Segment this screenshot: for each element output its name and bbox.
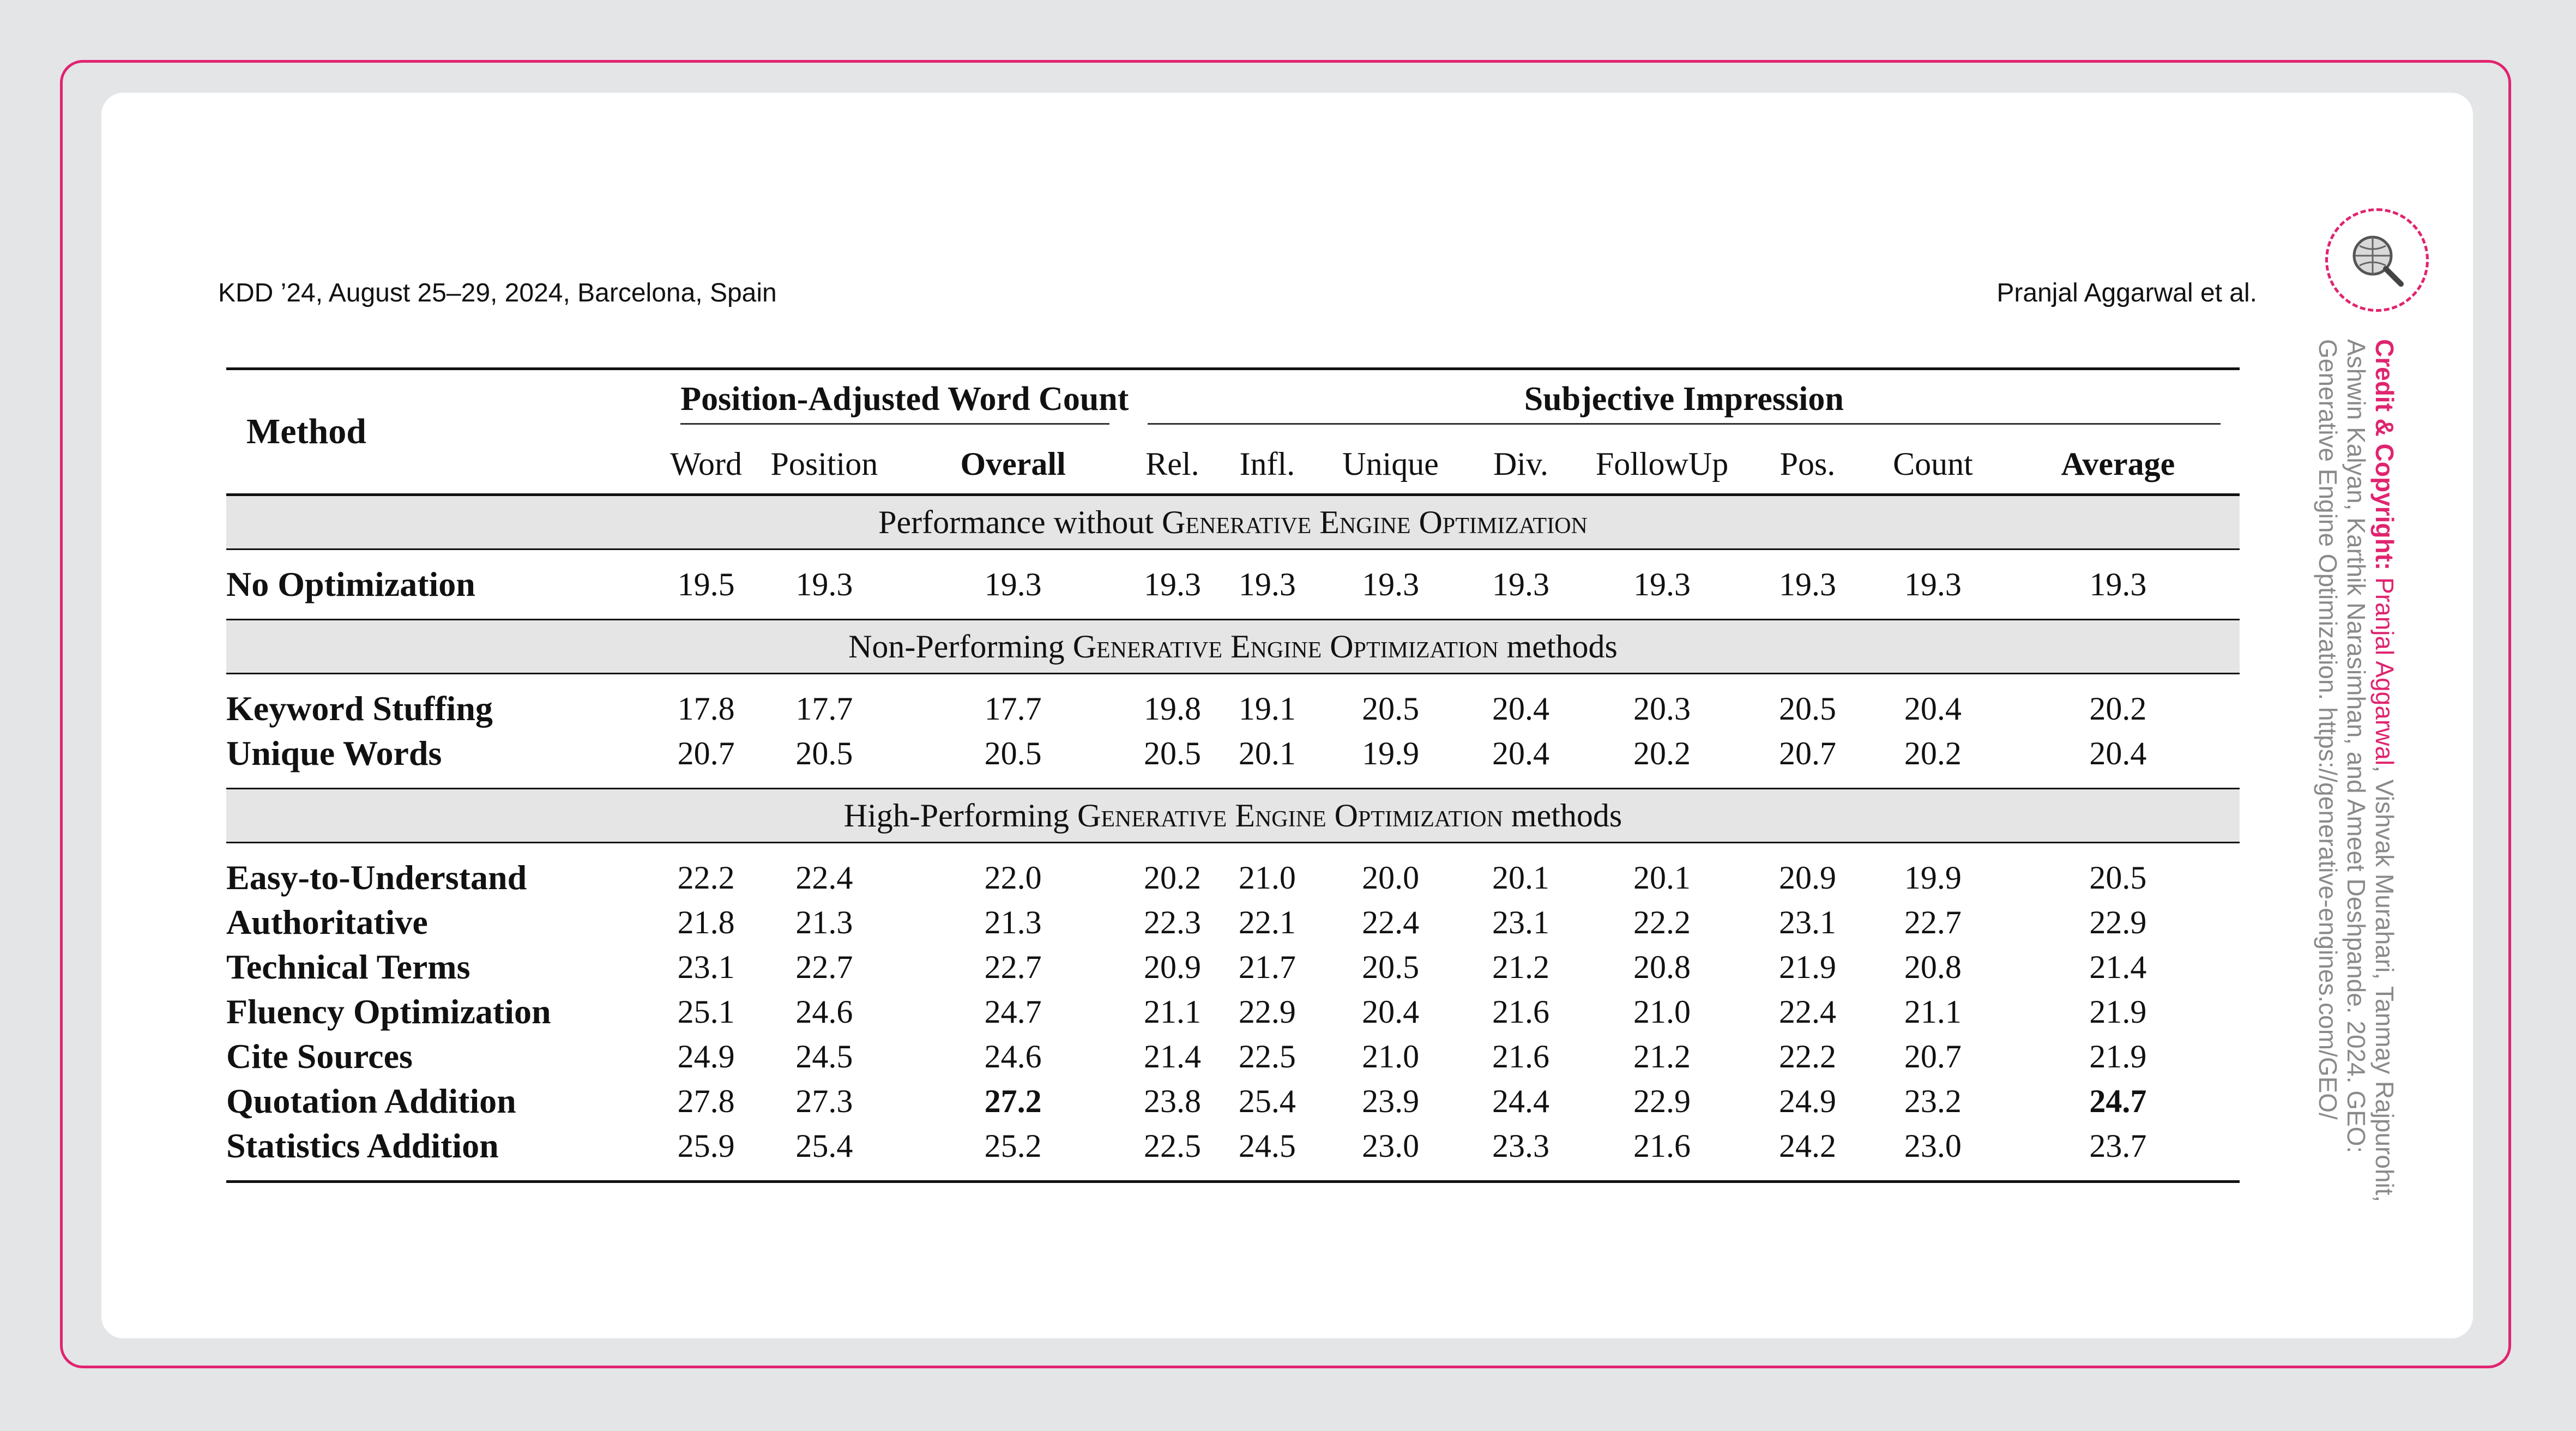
section-title: Non-Performing Generative Engine Optimization methods — [226, 620, 2240, 674]
table-cell: 19.8 — [1143, 690, 1201, 727]
table-cell: 20.2 — [2089, 690, 2147, 727]
table-cell: 19.3 — [1778, 566, 1836, 602]
table-cell: 20.0 — [1362, 859, 1420, 896]
table-cell: 23.1 — [677, 949, 735, 985]
table-cell: 22.9 — [1633, 1083, 1691, 1119]
table-cell: 24.6 — [795, 993, 853, 1030]
method-name: Easy-to-Understand — [226, 858, 527, 897]
table-cell: 24.7 — [984, 993, 1042, 1030]
table-row — [226, 686, 2240, 731]
table-cell: 21.3 — [984, 904, 1042, 940]
table-cell: 20.9 — [1143, 949, 1201, 985]
table-cell: 20.5 — [1362, 949, 1420, 985]
table-cell: 20.8 — [1904, 949, 1962, 985]
table-cell: 27.8 — [677, 1083, 735, 1119]
table-cell: 22.5 — [1238, 1038, 1296, 1074]
method-name: No Optimization — [226, 565, 475, 603]
table-cell: 22.9 — [2089, 904, 2147, 940]
table-cell: 20.5 — [1143, 735, 1201, 771]
table-cell: 22.2 — [1633, 904, 1691, 940]
table-cell: 23.3 — [1492, 1127, 1550, 1164]
group-header-subjective: Subjective Impression — [1129, 369, 2240, 435]
table-cell: 21.9 — [2089, 993, 2147, 1030]
table-cell: 22.1 — [1238, 904, 1296, 940]
table-cell: 20.4 — [1492, 690, 1550, 727]
table-cell: 22.4 — [795, 859, 853, 896]
table-cell: 19.3 — [1362, 566, 1420, 602]
section-header-row — [226, 495, 2240, 550]
table-cell: 21.9 — [1778, 949, 1836, 985]
table-cell: 21.2 — [1633, 1038, 1691, 1074]
table-cell: 24.6 — [984, 1038, 1042, 1074]
table-cell: 21.6 — [1492, 993, 1550, 1030]
table-cell: 19.5 — [677, 566, 735, 602]
table-cell: 21.8 — [677, 904, 735, 940]
table-cell: 21.1 — [1904, 993, 1962, 1030]
table-cell: 19.3 — [1143, 566, 1201, 602]
table-cell: 21.1 — [1143, 993, 1201, 1030]
table-cell: 24.9 — [1778, 1083, 1836, 1119]
table-cell: 20.2 — [1143, 859, 1201, 896]
table-cell: 21.0 — [1362, 1038, 1420, 1074]
method-name: Authoritative — [226, 903, 428, 941]
table-cell: 23.1 — [1778, 904, 1836, 940]
col-header-rel: Rel. — [1145, 445, 1199, 482]
table-row — [226, 731, 2240, 776]
section-header-row — [226, 789, 2240, 843]
table-cell: 21.0 — [1238, 859, 1296, 896]
table-cell: 22.4 — [1778, 993, 1836, 1030]
col-header-word: Word — [670, 445, 743, 482]
table-cell: 20.5 — [2089, 859, 2147, 896]
table-cell: 19.3 — [1633, 566, 1691, 602]
table-cell: 20.5 — [1778, 690, 1836, 727]
col-header-position: Position — [770, 445, 878, 482]
table-cell: 21.2 — [1492, 949, 1550, 985]
table-cell: 19.9 — [1904, 859, 1962, 896]
table-cell: 20.7 — [1778, 735, 1836, 771]
table-cell: 22.3 — [1143, 904, 1201, 940]
table-cell: 22.7 — [795, 949, 853, 985]
table-cell: 22.4 — [1362, 904, 1420, 940]
table-cell: 25.4 — [1238, 1083, 1296, 1119]
table-cell: 22.2 — [1778, 1038, 1836, 1074]
table-cell: 19.3 — [1904, 566, 1962, 602]
col-header-infl: Infl. — [1239, 445, 1295, 482]
table-cell: 25.4 — [795, 1127, 853, 1164]
table-cell: 20.2 — [1904, 735, 1962, 771]
section-title: Performance without Generative Engine Optimization — [226, 495, 2240, 550]
col-header-div: Div. — [1493, 445, 1549, 482]
credit-citation: , Vishvak Murahari, Tanmay Rajpurohit, Ashwin Kalyan, Karthik Narasimhan, and Ameet Deshpande. 2024. GEO: Generative Engine Optimization. https://generative-engines.com/GEO/ — [2314, 339, 2399, 1203]
table-cell: 20.4 — [1904, 690, 1962, 727]
table-cell: 17.7 — [984, 690, 1042, 727]
table-cell: 25.1 — [677, 993, 735, 1030]
table-cell: 21.9 — [2089, 1038, 2147, 1074]
table-cell: 20.4 — [2089, 735, 2147, 771]
table-row — [226, 945, 2240, 989]
table-cell: 20.1 — [1238, 735, 1296, 771]
table-cell: 19.3 — [984, 566, 1042, 602]
table-cell: 23.1 — [1492, 904, 1550, 940]
table-cell: 22.9 — [1238, 993, 1296, 1030]
method-name: Statistics Addition — [226, 1126, 499, 1165]
running-header-authors: Pranjal Aggarwal et al. — [1996, 279, 2257, 307]
table-cell: 23.0 — [1362, 1127, 1420, 1164]
table-cell: 24.5 — [1238, 1127, 1296, 1164]
table-cell: 22.7 — [984, 949, 1042, 985]
table-cell: 20.1 — [1633, 859, 1691, 896]
col-header-pos: Pos. — [1779, 445, 1836, 482]
table-cell: 22.7 — [1904, 904, 1962, 940]
table-row — [226, 1079, 2240, 1124]
table-cell: 27.2 — [984, 1083, 1042, 1119]
credit-label: Credit & Copyright: — [2370, 339, 2399, 571]
table-cell: 24.7 — [2089, 1083, 2147, 1119]
table-cell: 22.5 — [1143, 1127, 1201, 1164]
table-cell: 19.3 — [1492, 566, 1550, 602]
table-cell: 20.7 — [677, 735, 735, 771]
table-row — [226, 562, 2240, 607]
col-header-count: Count — [1893, 445, 1973, 482]
method-name: Quotation Addition — [226, 1082, 516, 1120]
table-cell: 20.3 — [1633, 690, 1691, 727]
table-cell: 19.3 — [1238, 566, 1296, 602]
credit-first-author: Pranjal Aggarwal — [2370, 577, 2399, 766]
table-body — [226, 495, 2240, 1182]
table-cell: 24.4 — [1492, 1083, 1550, 1119]
method-name: Unique Words — [226, 734, 442, 772]
method-name: Cite Sources — [226, 1037, 413, 1076]
table-cell: 24.9 — [677, 1038, 735, 1074]
table-cell: 20.7 — [1904, 1038, 1962, 1074]
group-header-word-count: Position-Adjusted Word Count — [661, 369, 1128, 435]
col-header-followup: FollowUp — [1595, 445, 1729, 482]
table-cell: 20.2 — [1633, 735, 1691, 771]
section-title: High-Performing Generative Engine Optimization methods — [226, 789, 2240, 843]
table-cell: 24.5 — [795, 1038, 853, 1074]
table-cell: 27.3 — [795, 1083, 853, 1119]
col-header-unique: Unique — [1342, 445, 1439, 482]
table-cell: 22.2 — [677, 859, 735, 896]
table-cell: 19.3 — [795, 566, 853, 602]
magnifier-globe-icon — [2325, 208, 2429, 312]
method-name: Technical Terms — [226, 947, 470, 986]
section-header-row — [226, 620, 2240, 674]
table-cell: 24.2 — [1778, 1127, 1836, 1164]
table-cell: 20.5 — [984, 735, 1042, 771]
table-cell: 21.4 — [1143, 1038, 1201, 1074]
table-cell: 21.3 — [795, 904, 853, 940]
table-cell: 23.7 — [2089, 1127, 2147, 1164]
table-cell: 23.9 — [1362, 1083, 1420, 1119]
table-cell: 21.4 — [2089, 949, 2147, 985]
method-name: Keyword Stuffing — [226, 689, 493, 728]
table-cell: 20.9 — [1778, 859, 1836, 896]
table-cell: 17.7 — [795, 690, 853, 727]
table-cell: 20.4 — [1362, 993, 1420, 1030]
table-row — [226, 1034, 2240, 1079]
table-cell: 20.5 — [1362, 690, 1420, 727]
table-cell: 20.1 — [1492, 859, 1550, 896]
method-column-header: Method — [246, 412, 366, 451]
table-row — [226, 989, 2240, 1034]
table-cell: 19.1 — [1238, 690, 1296, 727]
table-cell: 21.0 — [1633, 993, 1691, 1030]
table-row — [226, 855, 2240, 900]
method-name: Fluency Optimization — [226, 992, 551, 1031]
table-cell: 23.8 — [1143, 1083, 1201, 1119]
results-table — [226, 367, 2240, 1183]
table-cell: 20.8 — [1633, 949, 1691, 985]
table-row — [226, 1124, 2240, 1168]
table-cell: 20.5 — [795, 735, 853, 771]
running-header-venue: KDD ’24, August 25–29, 2024, Barcelona, Spain — [218, 279, 777, 307]
table-cell: 21.6 — [1633, 1127, 1691, 1164]
table-cell: 23.0 — [1904, 1127, 1962, 1164]
table-cell: 20.4 — [1492, 735, 1550, 771]
table-cell: 21.6 — [1492, 1038, 1550, 1074]
table-cell: 22.0 — [984, 859, 1042, 896]
table-cell: 21.7 — [1238, 949, 1296, 985]
table-cell: 25.9 — [677, 1127, 735, 1164]
col-header-overall: Overall — [960, 445, 1066, 482]
table-cell: 19.3 — [2089, 566, 2147, 602]
table-cell: 25.2 — [984, 1127, 1042, 1164]
credit-copyright-note — [2314, 339, 2399, 1222]
col-header-average: Average — [2061, 445, 2175, 482]
table-row — [226, 900, 2240, 945]
table-cell: 23.2 — [1904, 1083, 1962, 1119]
table-cell: 19.9 — [1362, 735, 1420, 771]
table-cell: 17.8 — [677, 690, 735, 727]
